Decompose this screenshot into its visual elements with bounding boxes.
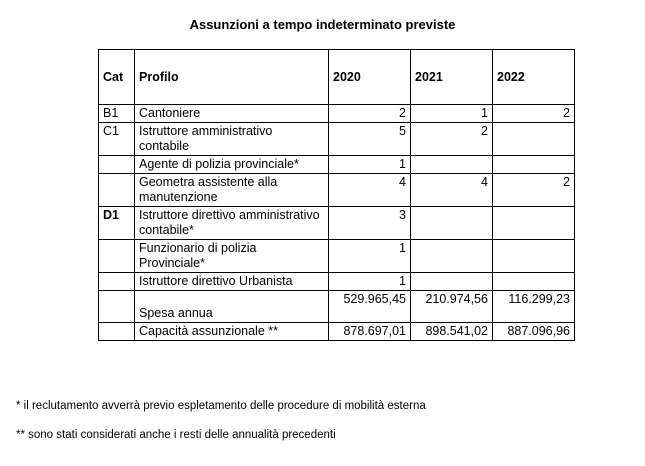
cell-2021 bbox=[411, 207, 493, 240]
cell-profilo: Cantoniere bbox=[135, 105, 329, 123]
spesa-label: Spesa annua bbox=[135, 291, 329, 323]
cell-2022: 2 bbox=[493, 174, 575, 207]
header-2020: 2020 bbox=[329, 50, 411, 105]
table-title: Assunzioni a tempo indeterminato previste bbox=[189, 17, 456, 32]
cell-profilo: Funzionario di polizia Provinciale* bbox=[135, 240, 329, 273]
capacita-row bbox=[99, 323, 575, 341]
header-cat: Cat bbox=[99, 50, 135, 105]
header-profilo: Profilo bbox=[135, 50, 329, 105]
spesa-2021: 210.974,56 bbox=[411, 291, 493, 323]
cell-2022 bbox=[493, 123, 575, 156]
table-row bbox=[99, 240, 575, 273]
footnote-mobility: * il reclutamento avverrà previo espletamento delle procedure di mobilità esterna bbox=[16, 400, 426, 412]
cell-cat bbox=[99, 156, 135, 174]
header-row bbox=[99, 50, 575, 105]
cell-cat bbox=[99, 174, 135, 207]
cell-profilo: Istruttore direttivo Urbanista bbox=[135, 273, 329, 291]
header-2021: 2021 bbox=[411, 50, 493, 105]
capacita-2021: 898.541,02 bbox=[411, 323, 493, 341]
cell-2022 bbox=[493, 273, 575, 291]
table-row bbox=[99, 156, 575, 174]
cell-2020: 4 bbox=[329, 174, 411, 207]
table-row bbox=[99, 273, 575, 291]
cell-2021 bbox=[411, 240, 493, 273]
cell-cat bbox=[99, 273, 135, 291]
cell-cat bbox=[99, 291, 135, 323]
cell-2021: 2 bbox=[411, 123, 493, 156]
cell-2020: 3 bbox=[329, 207, 411, 240]
table-row bbox=[99, 174, 575, 207]
header-2022: 2022 bbox=[493, 50, 575, 105]
capacita-2020: 878.697,01 bbox=[329, 323, 411, 341]
cell-2020: 1 bbox=[329, 273, 411, 291]
footnote-remainders: ** sono stati considerati anche i resti delle annualità precedenti bbox=[16, 429, 336, 441]
cell-cat: D1 bbox=[99, 207, 135, 240]
capacita-label: Capacità assunzionale ** bbox=[135, 323, 329, 341]
cell-2020: 1 bbox=[329, 240, 411, 273]
cell-2020: 5 bbox=[329, 123, 411, 156]
table-row bbox=[99, 123, 575, 156]
cell-2021: 4 bbox=[411, 174, 493, 207]
cell-cat bbox=[99, 240, 135, 273]
cell-cat bbox=[99, 323, 135, 341]
table-row bbox=[99, 105, 575, 123]
spesa-row bbox=[99, 291, 575, 323]
cell-2021: 1 bbox=[411, 105, 493, 123]
cell-2022: 2 bbox=[493, 105, 575, 123]
cell-2022 bbox=[493, 207, 575, 240]
cell-2021 bbox=[411, 156, 493, 174]
spesa-2020: 529.965,45 bbox=[329, 291, 411, 323]
capacita-2022: 887.096,96 bbox=[493, 323, 575, 341]
cell-2020: 1 bbox=[329, 156, 411, 174]
spesa-2022: 116.299,23 bbox=[493, 291, 575, 323]
cell-profilo: Istruttore direttivo amministrativo contabile* bbox=[135, 207, 329, 240]
hiring-table bbox=[98, 49, 575, 341]
cell-2020: 2 bbox=[329, 105, 411, 123]
cell-profilo: Geometra assistente alla manutenzione bbox=[135, 174, 329, 207]
cell-2021 bbox=[411, 273, 493, 291]
cell-2022 bbox=[493, 156, 575, 174]
cell-profilo: Agente di polizia provinciale* bbox=[135, 156, 329, 174]
cell-profilo: Istruttore amministrativo contabile bbox=[135, 123, 329, 156]
table-row bbox=[99, 207, 575, 240]
cell-2022 bbox=[493, 240, 575, 273]
cell-cat: B1 bbox=[99, 105, 135, 123]
cell-cat: C1 bbox=[99, 123, 135, 156]
